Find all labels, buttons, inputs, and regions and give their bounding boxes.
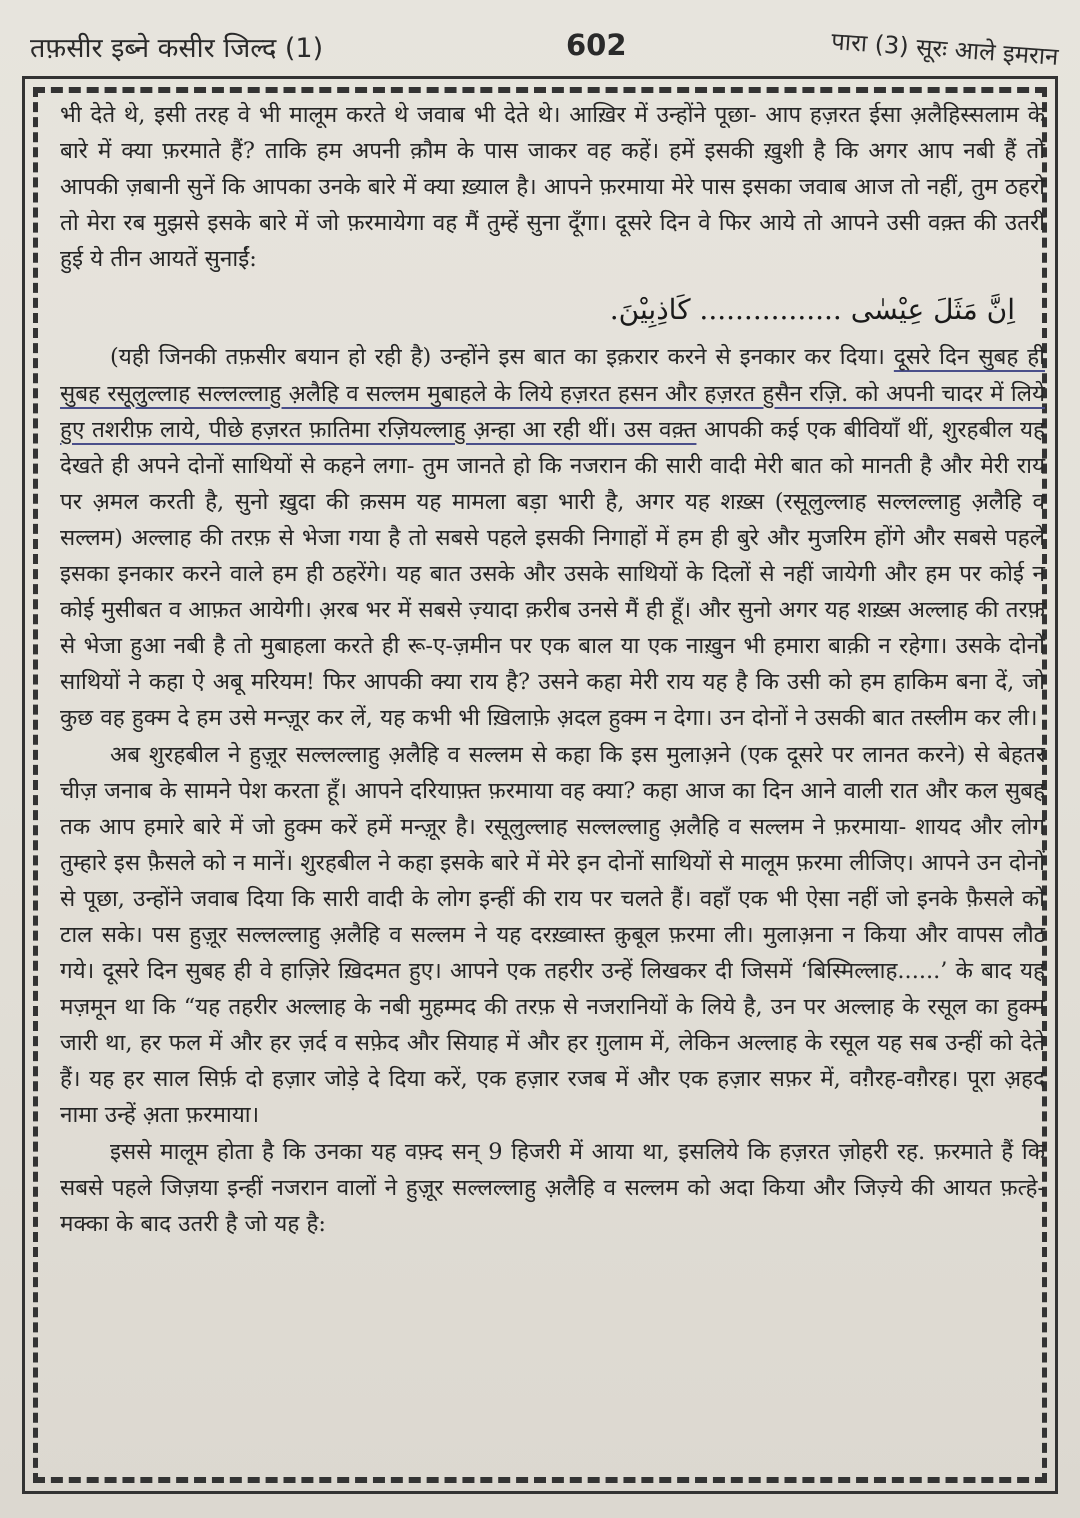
paragraph-1: भी देते थे, इसी तरह वे भी मालूम करते थे जवाब भी देते थे। आख़िर में उन्होंने पूछा- आप हज़रत ईसा अ़लैहिस्सलाम के बारे में क्या फ़रमाते हैं? ताकि हम अपनी क़ौम के पास जाकर वह कहें। हमें इसकी ख़ुशी है कि अगर आप नबी हैं तो आपकी ज़बानी सुनें कि आपका उनके बारे में क्या ख़्याल है। आपने फ़रमाया मेरे पास इसका जवाब आज तो नहीं, तुम ठहरो तो मेरा रब मुझसे इसके बारे में जो फ़रमायेगा वह मैं तुम्हें सुना दूँगा। दूसरे दिन वे फिर आये तो आपने उसी वक़्त की उतरी हुई ये तीन आयतें सुनाईं: <box>60 102 1045 273</box>
paragraph-2-underlined: दूसरे दिन सुबह ही सुबह रसूलुल्लाह सल्लल्लाहु अ़लैहि व सल्लम मुबाहले के लिये हज़रत हसन और हज़रत हुसैन रज़ि. को अपनी चादर में लिये हुए तशरीफ़ लाये, पीछे हज़रत फ़ातिमा रज़ियल्लाहु अ़न्हा आ रही थीं। उस वक़्त <box>60 344 1046 443</box>
arabic-verse: اِنَّ مَثَلَ عِیْسٰی ................ کَاذِبِیْنَ. <box>609 293 1015 327</box>
running-title: तफ़सीर इब्ने कसीर जिल्द (1) <box>30 33 324 64</box>
paragraph-2 <box>60 339 1045 736</box>
paragraph-3: अब शुरहबील ने हुज़ूर सल्लल्लाहु अ़लैहि व सल्लम से कहा कि इस मुलाअ़ने (एक दूसरे पर लानत करने) से बेहतर चीज़ जनाब के सामने पेश करता हूँ। आपने दरियाफ़्त फ़रमाया वह क्या? कहा आज का दिन आने वाली रात और कल सुबह तक आप हमारे बारे में जो हुक्म करें हमें मन्ज़ूर है। रसूलुल्लाह सल्लल्लाहु अ़लैहि व सल्लम ने फ़रमाया- शायद और लोग तुम्हारे इस फ़ैसले को न मानें। शुरहबील ने कहा इसके बारे में मेरे इन दोनों साथियों से मालूम फ़रमा लीजिए। आपने उन दोनों से पूछा, उन्होंने जवाब दिया कि सारी वादी के लोग इन्हीं की राय पर चलते हैं। वहाँ एक भी ऐसा नहीं जो इनके फ़ैसले को टाल सके। पस हुज़ूर सल्लल्लाहु अ़लैहि व सल्लम ने यह दरख़्वास्त क़ुबूल फ़रमा ली। मुलाअ़ना न किया और वापस लौट गये। दूसरे दिन सुबह ही वे हाज़िरे ख़िदमत हुए। आपने एक तहरीर उन्हें लिखकर दी जिसमें ‘बिस्मिल्लाह......’ के बाद यह मज़मून था कि “यह तहरीर अल्लाह के नबी मुहम्मद की तरफ़ से नजरानियों के लिये है, उन पर अल्लाह के रसूल का हुक्म जारी था, हर फल में और हर ज़र्द व सफ़ेद और सियाह में और हर ग़ुलाम में, लेकिन अल्लाह के रसूल यह सब उन्हीं को देते हैं। यह हर साल सिर्फ़ दो हज़ार जोड़े दे दिया करें, एक हज़ार रजब में और एक हज़ार सफ़र में, वग़ैरह-वग़ैरह। पूरा अ़हद नामा उन्हें अ़ता फ़रमाया। <box>60 741 1045 1129</box>
page-body <box>60 97 1045 1242</box>
page-header <box>30 22 1060 72</box>
section-title: पारा (3) सूरः आले इमरान <box>830 27 1060 71</box>
paragraph-2-start: (यही जिनकी तफ़सीर बयान हो रही है) उन्होंने इस बात का इक़रार करने से इनकार कर दिया। <box>110 344 894 371</box>
page-number: 602 <box>566 28 627 62</box>
paragraph-2-rest: आपकी कई एक बीवियाँ थीं, शुरहबील यह देखते ही अपने दोनों साथियों से कहने लगा- तुम जानते हो कि नजरान की सारी वादी मेरी बात को मानती है और मेरी राय पर अ़मल करती है, सुनो ख़ुदा की क़सम यह मामला बड़ा भारी है, अगर यह शख़्स (रसूलुल्लाह सल्लल्लाहु अ़लैहि व सल्लम) अल्लाह की तरफ़ से भेजा गया है तो सबसे पहले इसकी निगाहों में हम ही बुरे और मुजरिम होंगे और सबसे पहले इसका इनकार करने वाले हम ही ठहरेंगे। यह बात उसके और उसके साथियों के दिलों से नहीं जायेगी और हम पर कोई न कोई मुसीबत व आफ़त आयेगी। अ़रब भर में सबसे ज़्यादा क़रीब उनसे मैं ही हूँ। और सुनो अगर यह शख़्स अल्लाह की तरफ़ से भेजा हुआ नबी है तो मुबाहला करते ही रू-ए-ज़मीन पर एक बाल या एक नाख़ुन भी हमारा बाक़ी न रहेगा। उसके दोनों साथियों ने कहा ऐ अबू मरियम! फिर आपकी क्या राय है? उसने कहा मेरी राय यह है कि उसी को हम हाकिम बना दें, जो कुछ वह हुक्म दे हम उसे मन्ज़ूर कर लें, यह कभी भी ख़िलाफ़े अ़दल हुक्म न देगा। उन दोनों ने उसकी बात तस्लीम कर ली। <box>60 416 1045 732</box>
paragraph-4: इससे मालूम होता है कि उनका यह वफ़्द सन् 9 हिजरी में आया था, इसलिये कि हज़रत ज़ोहरी रह. फ़रमाते हैं कि सबसे पहले जिज़या इन्हीं नजरान वालों ने हुज़ूर सल्लल्लाहु अ़लैहि व सल्लम को अदा किया और जिज़्ये की आयत फ़त्हे-मक्का के बाद उतरी है जो यह है: <box>60 1138 1045 1237</box>
